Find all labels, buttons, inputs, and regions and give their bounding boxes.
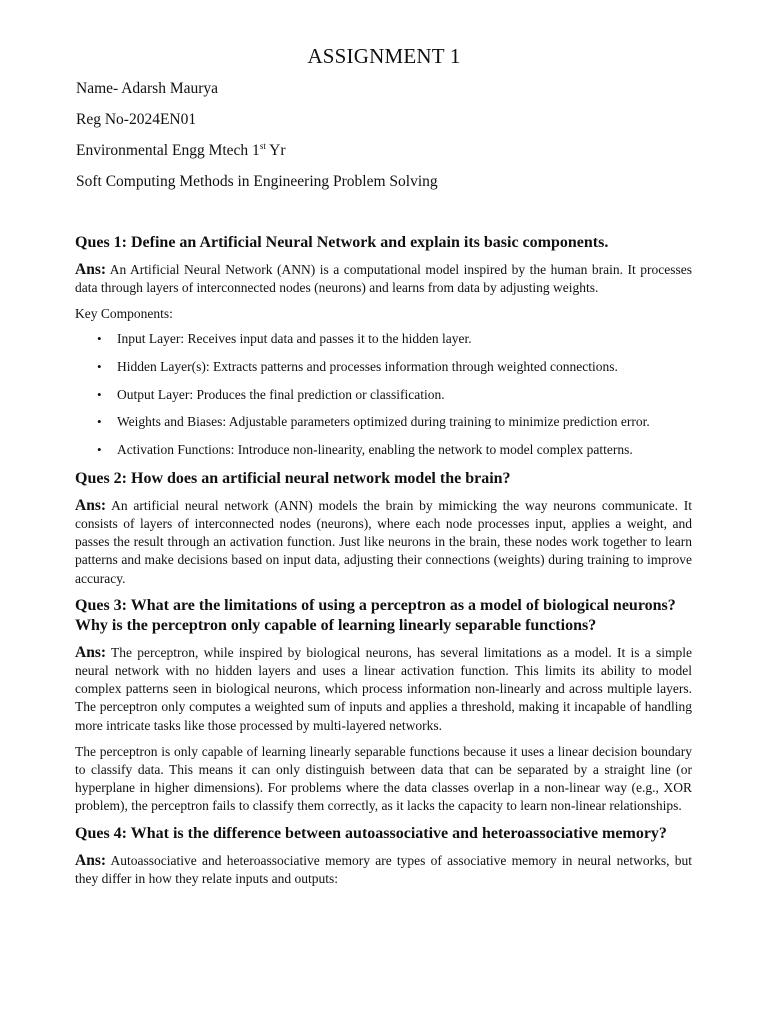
- question-3: Ques 3: What are the limitations of using a perceptron as a model of biological neurons? Why is the perceptron only capable of learning linearly separable functions?: [75, 596, 676, 634]
- answer-1-text: An Artificial Neural Network (ANN) is a computational model inspired by the human brain. It processes data through layers of interconnected nodes (neurons) and learns from data by adjusting weights.: [75, 262, 692, 296]
- component-text: Activation Functions: Introduce non-linearity, enabling the network to model complex patterns.: [117, 442, 633, 458]
- key-components-label: Key Components:: [75, 306, 173, 322]
- answer-label: Ans:: [75, 643, 107, 661]
- components-list: [75, 330, 692, 459]
- answer-label: Ans:: [75, 851, 107, 869]
- list-item: [97, 413, 692, 431]
- list-item: [97, 330, 692, 348]
- bullet: •: [97, 331, 102, 347]
- course-name: Soft Computing Methods in Engineering Problem Solving: [76, 173, 438, 190]
- bullet: •: [97, 386, 102, 402]
- question-2: Ques 2: How does an artificial neural network model the brain?: [75, 469, 511, 487]
- answer-label: Ans:: [75, 496, 107, 514]
- assignment-body: [75, 233, 692, 896]
- list-item: [97, 441, 692, 459]
- component-text: Weights and Biases: Adjustable parameters optimized during training to minimize prediction error.: [117, 414, 650, 430]
- answer-4: [75, 852, 692, 888]
- registration-number: Reg No-2024EN01: [76, 111, 197, 128]
- program-line: [76, 142, 285, 160]
- answer-1: [75, 261, 692, 297]
- answer-3-paragraph-2: The perceptron is only capable of learning linearly separable functions because it uses a linear decision boundary to classify data. This means it can only distinguish between data that can be separated by a straight line (or hyperplane in higher dimensions). For problems where the data classes overlap in a non-linear way (e.g., XOR problem), the perceptron fails to classify them correctly, as it lacks the capacity to learn non-linear relationships.: [75, 743, 692, 814]
- program-superscript: st: [259, 141, 266, 151]
- program-tail: Yr: [265, 142, 286, 159]
- answer-4-text: Autoassociative and heteroassociative memory are types of associative memory in neural networks, but they differ in how they relate inputs and outputs:: [75, 852, 692, 886]
- component-text: Hidden Layer(s): Extracts patterns and processes information through weighted connections.: [117, 359, 618, 375]
- component-text: Input Layer: Receives input data and passes it to the hidden layer.: [117, 331, 472, 347]
- answer-3-text: The perceptron, while inspired by biological neurons, has several limitations as a model. It is a simple neural network with no hidden layers and uses a linear activation function. This limits its ability to model complex patterns seen in biological neurons, which process information non-linearly and across multiple layers. The perceptron only computes a weighted sum of inputs and applies a threshold, making it incapable of handling more intricate tasks like those processed by multi-layered networks.: [75, 644, 692, 733]
- component-text: Output Layer: Produces the final prediction or classification.: [117, 386, 445, 402]
- program-main: Environmental Engg Mtech 1: [76, 142, 260, 159]
- question-1: Ques 1: Define an Artificial Neural Network and explain its basic components.: [75, 234, 609, 251]
- bullet: •: [97, 359, 102, 375]
- list-item: [97, 386, 692, 404]
- student-name: Name- Adarsh Maurya: [76, 80, 219, 97]
- answer-2-text: An artificial neural network (ANN) models the brain by mimicking the way neurons communicate. It consists of layers of interconnected nodes (neurons), where each node processes input, applies a weight, and passes the result through an activation function. Just like neurons in the brain, these nodes work together to learn patterns and make decisions based on input data, adjusting their connections (weights) during training to improve accuracy.: [75, 497, 692, 586]
- answer-3: [75, 644, 692, 735]
- page-title: ASSIGNMENT 1: [307, 44, 461, 68]
- answer-2: [75, 497, 692, 588]
- question-4: Ques 4: What is the difference between autoassociative and heteroassociative memory?: [75, 824, 667, 842]
- bullet: •: [97, 414, 102, 430]
- bullet: •: [97, 442, 102, 458]
- answer-label: Ans:: [75, 261, 107, 278]
- list-item: [97, 358, 692, 376]
